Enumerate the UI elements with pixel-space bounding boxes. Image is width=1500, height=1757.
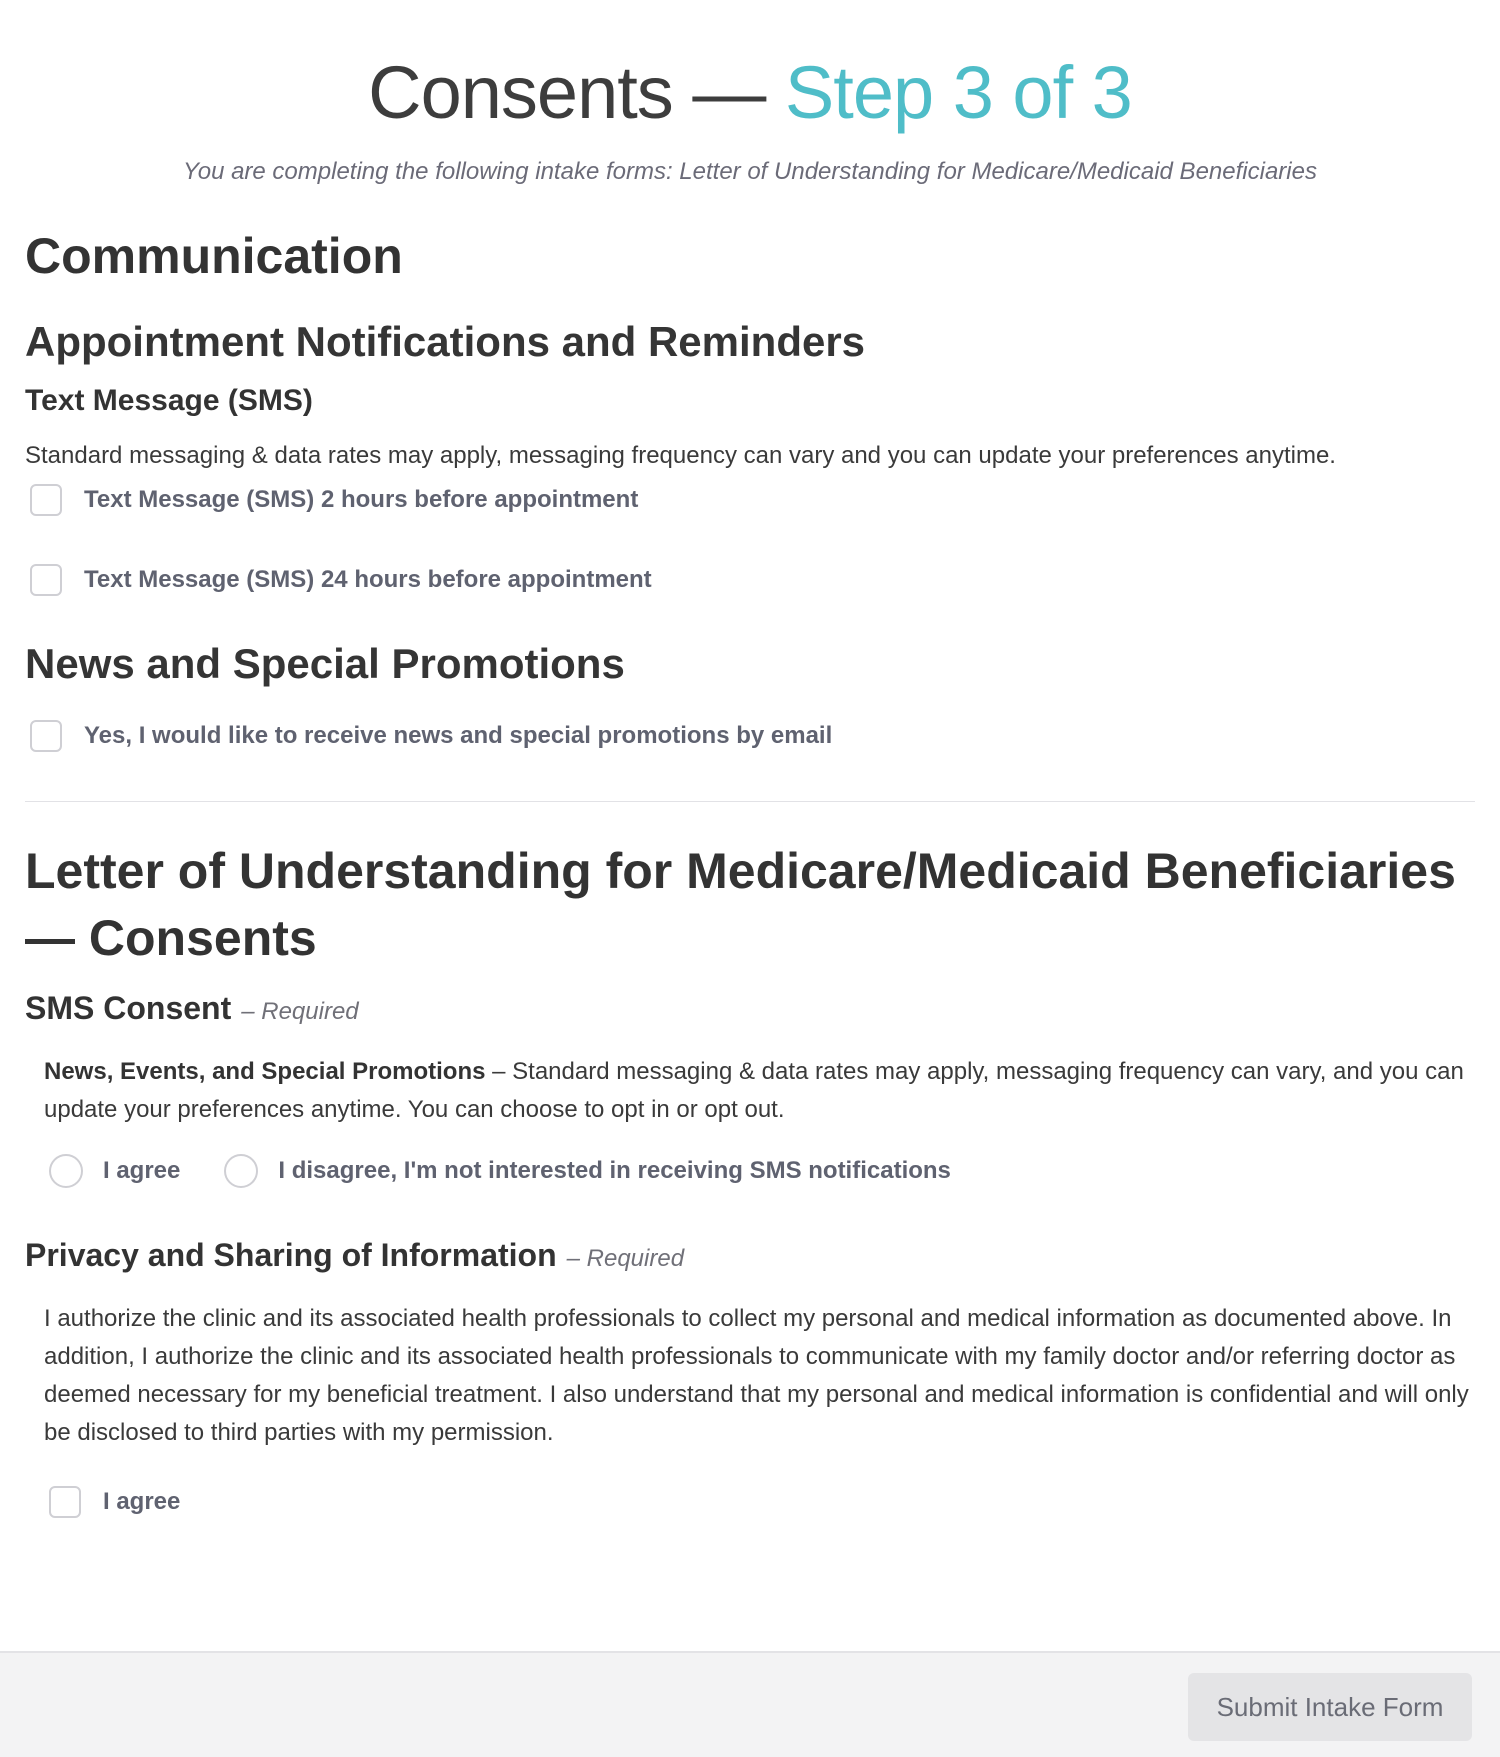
sms-2h-option[interactable] [30, 480, 1475, 520]
sms-24h-checkbox[interactable] [30, 564, 62, 596]
sms-disagree-radio[interactable] [224, 1154, 258, 1188]
sms-consent-lead: News, Events, and Special Promotions [44, 1058, 486, 1085]
privacy-agree-label[interactable]: I agree [103, 1488, 181, 1515]
section-divider [25, 801, 1475, 802]
submit-intake-button[interactable]: Submit Intake Form [1188, 1673, 1472, 1741]
required-marker: – Required [566, 1245, 685, 1272]
form-footer [0, 1651, 1500, 1757]
intake-forms-subtitle: You are completing the following intake forms: Letter of Understanding for Medicare/Medicaid Beneficiaries [183, 158, 1317, 185]
news-email-checkbox[interactable] [30, 720, 62, 752]
sms-consent-text [44, 1053, 1475, 1129]
privacy-text: I authorize the clinic and its associated health professionals to collect my personal and medical information as documented above. In addition, I authorize the clinic and its associated health professionals to communicate with my family doctor and/or referring doctor as deemed necessary for my beneficial treatment. I also understand that my personal and medical information is confidential and will only be disclosed to third parties with my permission. [44, 1305, 1469, 1446]
news-email-option[interactable] [30, 716, 1475, 756]
sms-rates-note: Standard messaging & data rates may apply, messaging frequency can vary and you can update your preferences anytime. [25, 442, 1336, 469]
privacy-agree-checkbox[interactable] [49, 1486, 81, 1518]
title-main: Consents — [368, 51, 785, 134]
page-title [0, 50, 1500, 136]
required-marker: – Required [241, 998, 359, 1025]
privacy-header [25, 1237, 1475, 1274]
sms-consent-choices [49, 1151, 1475, 1191]
sms-24h-option[interactable] [30, 560, 1475, 600]
news-email-label[interactable]: Yes, I would like to receive news and special promotions by email [84, 722, 833, 749]
page-header [0, 0, 1500, 186]
sms-group-label: Text Message (SMS) [25, 384, 313, 417]
sms-agree-label[interactable]: I agree [103, 1157, 181, 1184]
sms-disagree-label[interactable]: I disagree, I'm not interested in receiving SMS notifications [278, 1157, 951, 1184]
letter-consents-heading: Letter of Understanding for Medicare/Medicaid Beneficiaries — Consents [25, 843, 1456, 966]
sms-agree-option[interactable] [49, 1154, 180, 1188]
sms-consent-title: SMS Consent [25, 990, 232, 1026]
sms-agree-radio[interactable] [49, 1154, 83, 1188]
sms-2h-label[interactable]: Text Message (SMS) 2 hours before appointment [84, 486, 639, 513]
sms-consent-header [25, 990, 1475, 1027]
communication-heading: Communication [25, 228, 403, 284]
privacy-agree-option[interactable] [49, 1482, 1475, 1522]
step-indicator: Step 3 of 3 [784, 51, 1132, 134]
form-content [0, 226, 1500, 1522]
sms-consent-body: – Standard messaging & data rates may apply, messaging frequency can vary, and you can update your preferences anytime. You can choose to opt in or opt out. [44, 1058, 1464, 1123]
sms-disagree-option[interactable] [224, 1154, 951, 1188]
news-promotions-heading: News and Special Promotions [25, 640, 625, 687]
privacy-title: Privacy and Sharing of Information [25, 1237, 557, 1273]
appointment-reminders-heading: Appointment Notifications and Reminders [25, 318, 866, 365]
sms-2h-checkbox[interactable] [30, 484, 62, 516]
sms-24h-label[interactable]: Text Message (SMS) 24 hours before appointment [84, 566, 652, 593]
